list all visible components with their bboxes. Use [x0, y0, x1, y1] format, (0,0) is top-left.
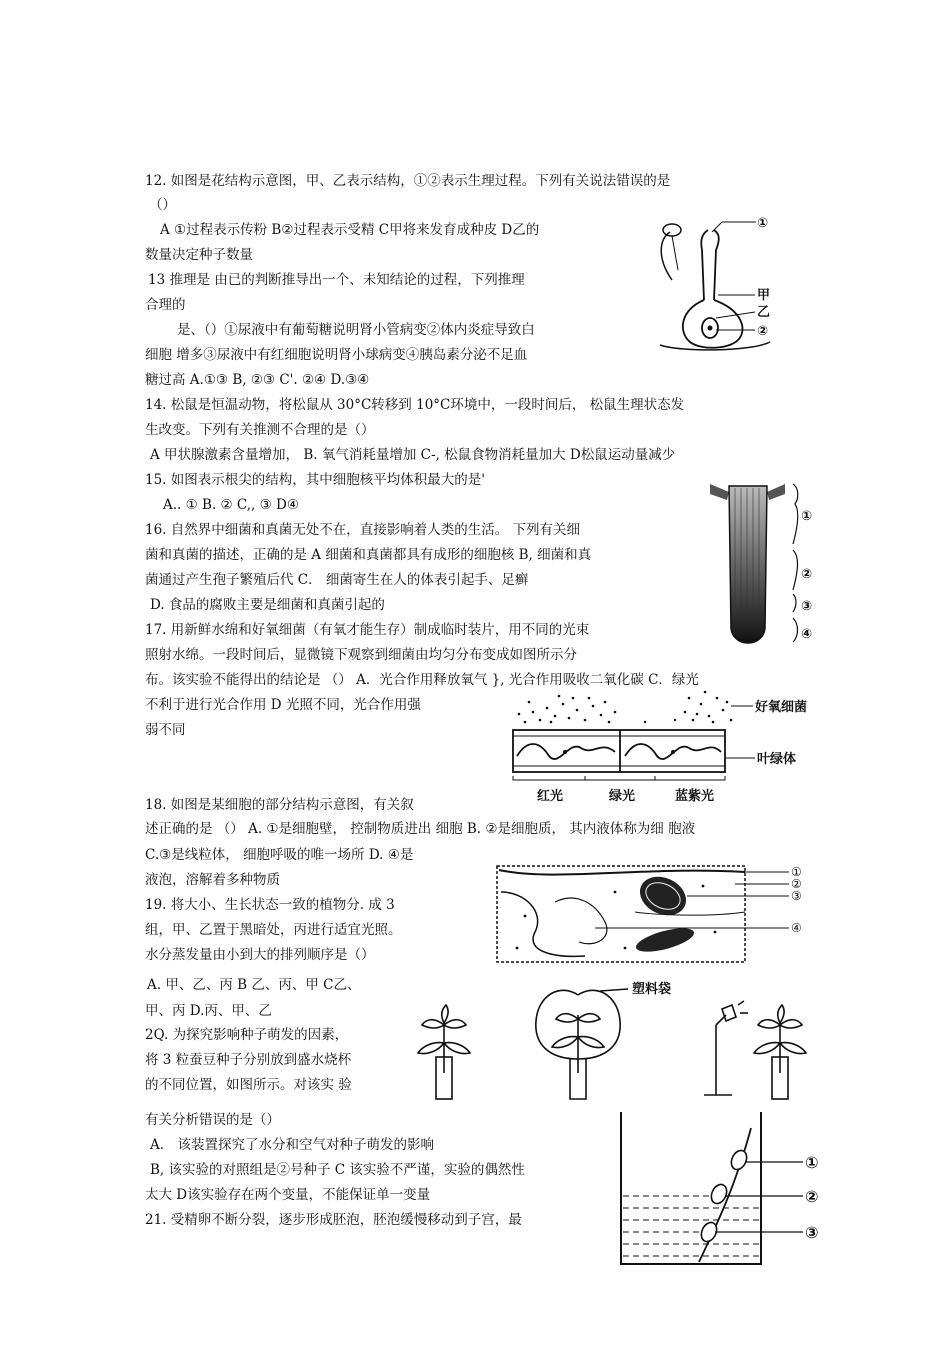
cell-label-4: ④: [791, 921, 802, 935]
root-label-4: ④: [801, 627, 813, 642]
root-label-2: ②: [801, 567, 813, 582]
q20-stem-end: 的不同位置，如图所示。对该实 验: [145, 1077, 352, 1093]
q18-stem: 18. 如图是某细胞的部分结构示意图，有关叙: [145, 797, 414, 813]
q17-options: 布。该实验不能得出的结论是 （） A．光合作用释放氧气 }, 光合作用吸收二氧化碳 C．绿光: [145, 672, 699, 688]
plants-experiment-figure: [410, 975, 820, 1107]
flower-label-yi: 乙: [757, 305, 771, 320]
q16-option-bc: 菌通过产生孢子繁殖后代 C． 细菌寄生在人的体表引起手、足癣: [145, 572, 529, 588]
algae-label-green: 绿光: [609, 789, 636, 804]
q14-stem: 14. 松鼠是恒温动物，将松鼠从 30°C转移到 10°C环境中，一段时间后， 松鼠生理状态发: [145, 397, 685, 413]
plants-label-bag: 塑料袋: [632, 982, 672, 997]
q19-question: 水分蒸发量由小到大的排列顺序是（）: [145, 947, 375, 963]
q16-option-d: D. 食品的腐败主要是细菌和真菌引起的: [150, 597, 385, 613]
q12-options: A ①过程表示传粉 B②过程表示受精 C甲将来发育成种皮 D乙的: [160, 222, 540, 238]
beaker-seeds-figure: [615, 1108, 840, 1268]
beaker-label-1: ①: [805, 1153, 819, 1172]
algae-label-chloroplast: 叶绿体: [757, 752, 797, 767]
algae-label-blue: 蓝紫光: [675, 789, 715, 804]
q15-options: A.. ① B. ② C,, ③ D④: [163, 497, 299, 513]
q20-option-bc: B, 该实验的对照组是②号种子 C 该实验不严谨，实验的偶然性: [150, 1162, 525, 1178]
q13-options: 糖过高 A.①③ B, ②③ C'. ②④ D.③④: [145, 372, 370, 388]
q12-options-cont: 数量决定种子数量: [145, 247, 253, 263]
q19-stem-cont: 组，甲、乙置于黑暗处，丙进行适宜光照。: [145, 922, 402, 938]
q20-option-a: A． 该装置探究了水分和空气对种子萌发的影响: [150, 1137, 435, 1153]
flower-label-1: ①: [757, 216, 769, 231]
cell-label-1: ①: [791, 865, 802, 879]
cell-label-2: ②: [791, 877, 802, 891]
q21-stem: 21. 受精卵不断分裂，逐步形成胚泡，胚泡缓慢移动到子宫，最: [145, 1212, 522, 1228]
q19-options-cont: 甲、丙 D.丙、甲、乙: [145, 1003, 272, 1019]
root-label-3: ③: [801, 599, 813, 614]
beaker-label-3: ③: [805, 1223, 819, 1242]
root-tip-figure: [705, 478, 825, 658]
flower-label-jia: 甲: [757, 288, 771, 303]
flower-label-2: ②: [757, 324, 769, 339]
q20-stem-cont: 将 3 粒蚕豆种子分别放到盛水烧杯: [145, 1052, 352, 1068]
q13-stem: 13 推理是 由已的判断推导出一个、未知结论的过程，下列推理: [148, 272, 525, 288]
q14-stem-cont: 生改变。下列有关推测不合理的是（）: [145, 422, 375, 438]
q13-stem-cont: 合理的: [145, 297, 186, 313]
q18-options: 述正确的是 （） A. ①是细胞壁， 控制物质进出 细胞 B. ②是细胞质， 其内液体称为细 胞液: [145, 821, 696, 837]
q17-options-end: 弱不同: [145, 722, 186, 738]
q20-stem: 2Q. 为探究影响种子萌发的因素，: [145, 1027, 349, 1043]
cell-label-3: ③: [791, 889, 802, 903]
q19-stem: 19. 将大小、生长状态一致的植物分. 成 3: [145, 897, 395, 913]
algae-label-bacteria: 好氧细菌: [755, 700, 808, 715]
root-label-1: ①: [801, 509, 813, 524]
q17-options-cont: 不利于进行光合作用 D 光照不同，光合作用强: [145, 697, 421, 713]
q15-stem: 15. 如图表示根尖的结构，其中细胞核平均体积最大的是': [145, 472, 485, 488]
q12-paren: （）: [149, 197, 176, 213]
q16-stem: 16. 自然界中细菌和真菌无处不在，直接影响着人类的生活。 下列有关细: [145, 522, 581, 538]
q12-stem: 12. 如图是花结构示意图，甲、乙表示结构，①②表示生理过程。下列有关说法错误的是: [145, 173, 671, 189]
q20-option-d: 太大 D该实验存在两个变量，不能保证单一变量: [145, 1187, 431, 1203]
cell-structure-figure: [495, 862, 815, 966]
q17-stem-cont: 照射水绵。一段时间后，显微镜下观察到细菌由均匀分布变成如图所示分: [145, 647, 577, 663]
q14-options: A 甲状腺激素含量增加， B. 氧气消耗量增加 C-, 松鼠食物消耗量加大 D松鼠运动量减少: [150, 447, 676, 463]
q13-statements-cont: 细胞 增多③尿液中有红细胞说明肾小球病变④胰岛素分泌不足血: [145, 347, 528, 363]
algae-bacteria-figure: [505, 690, 845, 808]
flower-structure-figure: [650, 210, 780, 358]
q16-option-a: 菌和真菌的描述，正确的是 A 细菌和真菌都具有成形的细胞核 B, 细菌和真: [145, 547, 592, 563]
q18-options-cont: C.③是线粒体， 细胞呼吸的唯一场所 D. ④是: [145, 847, 414, 863]
q18-options-end: 液泡，溶解着多种物质: [145, 872, 280, 888]
q19-options: A. 甲、乙、丙 B 乙、丙、甲 C乙、: [147, 977, 361, 993]
q17-stem: 17. 用新鲜水绵和好氧细菌（有氧才能生存）制成临时装片，用不同的光束: [145, 622, 590, 638]
beaker-label-2: ②: [805, 1187, 819, 1206]
algae-label-red: 红光: [537, 789, 564, 804]
q13-statements: 是、（）①尿液中有葡萄糖说明肾小管病变②体内炎症导致白: [177, 322, 535, 338]
q20-question: 有关分析错误的是（）: [145, 1112, 280, 1128]
